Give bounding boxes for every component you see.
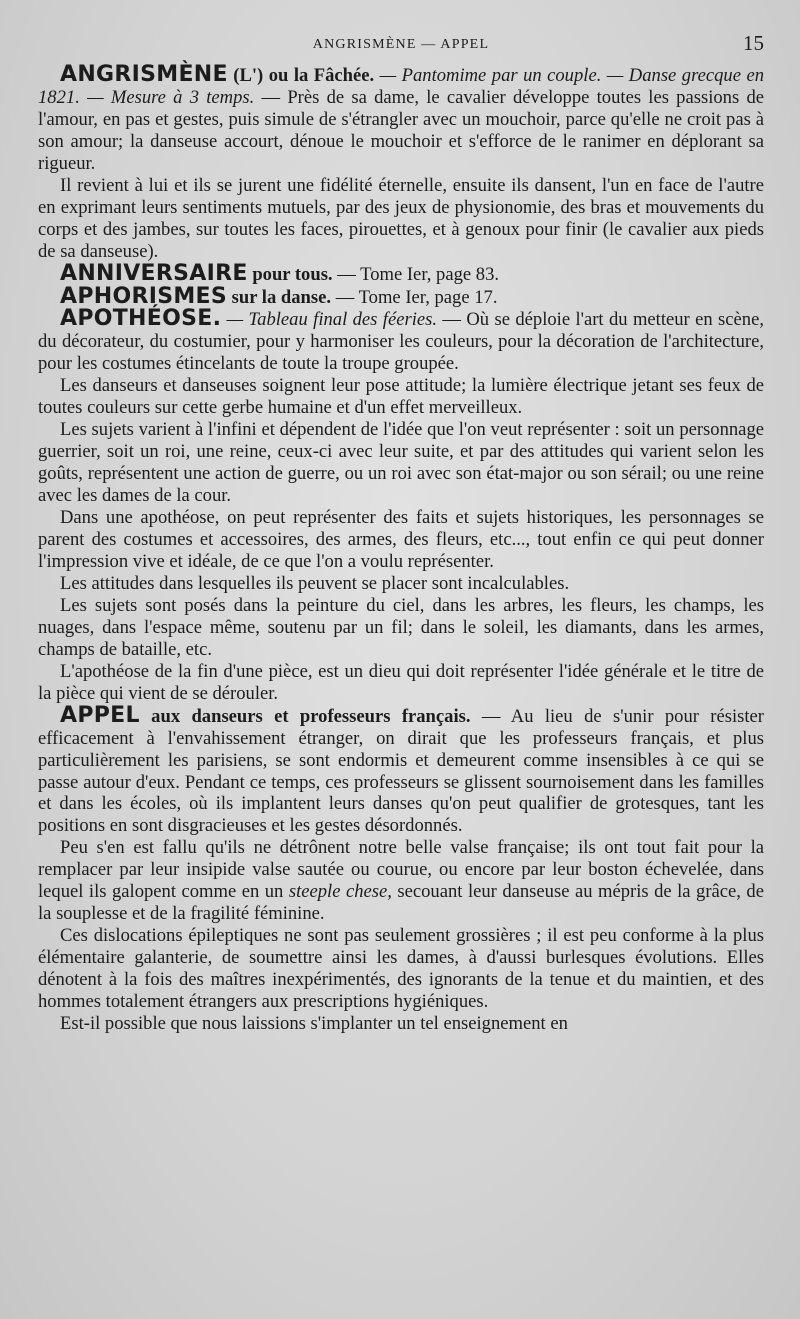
- paragraph: L'apothéose de la fin d'une pièce, est un dieu qui doit représenter l'idée générale et le titre de la pièce qui vient de se dérouler.: [38, 660, 764, 704]
- text-aphorismes: — Tome Ier, page 17.: [331, 286, 498, 308]
- qualifier-aphorismes: sur la danse.: [227, 286, 332, 308]
- paragraph: Est-il possible que nous laissions s'implanter un tel enseignement en: [60, 1012, 568, 1034]
- running-header: [38, 30, 764, 64]
- headword-aphorismes: APHORISMES: [60, 283, 228, 309]
- text-appel-p2b: secouant leur danseuse au mépris de la grâce, de la souplesse et de la fragilité féminine.: [38, 881, 764, 925]
- qualifier-angrismene: (L') ou la Fâchée.: [227, 65, 375, 86]
- headword-appel: APPEL: [60, 702, 140, 728]
- paragraph: Les danseurs et danseuses soignent leur pose attitude; la lumière électrique jetant ses feux de toutes couleurs sur cette gerbe humaine et d'un effet merveilleux.: [38, 375, 764, 419]
- paragraph: [38, 837, 764, 925]
- text-appel: — Au lieu de s'unir pour résister efficacement à l'envahissement étranger, on dirait que les professeurs français, et plus particulièrement les parisiens, se sont endormis et demeurent comme insensibles à ce qui se passe autour d'eux. Pendant ce temps, ces professeurs se glissent sournoisement dans les familles et dans les écoles, où ils implantent leurs danses qu'on peut qualifier de grotesques, tant les positions en sont disgracieuses et les gestes désordonnés.: [38, 705, 764, 837]
- text-appel-p2-italic: steeple chese,: [288, 881, 392, 903]
- entry-angrismene: [38, 64, 764, 175]
- paragraph: Ces dislocations épileptiques ne sont pas seulement grossières ; il est peu conforme à la plus élémentaire galanterie, de soumettre ainsi les dames, à d'aussi burlesques évolutions. Elles dénotent à la fois des maîtres inexpérimentés, des ignorants de la tenue et du maintien, et des hommes totalement étrangers aux prescriptions hygiéniques.: [38, 925, 764, 1013]
- page-number: 15: [743, 31, 764, 55]
- text-anniversaire: — Tome Ier, page 83.: [332, 263, 500, 285]
- headword-apotheose: APOTHÉOSE.: [60, 306, 222, 332]
- text-apotheose: — Où se déploie l'art du metteur en scène, du décorateur, du costumier, pour y harmoniser les couleurs, pour la décoration de l'architecture, pour les costumes étincelants de toute la troupe groupée.: [38, 309, 764, 375]
- paragraph: Les sujets sont posés dans la peinture du ciel, dans les arbres, les fleurs, les champs, les nuages, dans l'espace même, soutenu par un fil; dans le soleil, les diamants, dans les armes, champs de bataille, etc.: [38, 594, 764, 660]
- paragraph: Les attitudes dans lesquelles ils peuvent se placer sont incalculables.: [60, 572, 570, 594]
- paragraph: Il revient à lui et ils se jurent une fidélité éternelle, ensuite ils dansent, l'un en face de l'autre en exprimant leurs sentiments mutuels, par des jeux de physionomie, des bras et mouvements du corps et des jambes, sur toutes les faces, pirouettes, et à genoux pour finir (le cavalier aux pieds de sa danseuse).: [38, 174, 764, 262]
- running-title: ANGRISMÈNE — APPEL: [312, 37, 490, 52]
- entry-anniversaire: [38, 260, 764, 286]
- qualifier-anniversaire: pour tous.: [247, 263, 333, 285]
- text-appel-p2a: Peu s'en est fallu qu'ils ne détrônent notre belle valse française; ils ont tout fait pour la remplacer par leur insipide valse sautée ou courue, ou encore par leur boston échevelée, dans lequel ils galopent comme en un: [38, 837, 764, 903]
- text-angrismene: — Près de sa dame, le cavalier développe toutes les passions de l'amour, en pas et gestes, puis simule de s'étrangler avec un mouchoir, parce qu'elle ne croit pas à son amour; la danseuse accourt, dénoue le mouchoir et s'efforce de le ranimer en déplorant sa rigueur.: [38, 86, 764, 174]
- paragraph: Dans une apothéose, on peut représenter des faits et sujets historiques, les personnages se parent des costumes et accessoires, des armes, des fleurs, etc..., tout enfin ce qui peut donner l'impression vive et idéale, de ce que l'on a voulu représenter.: [38, 507, 764, 572]
- qualifier-appel: aux danseurs et professeurs français.: [139, 705, 471, 727]
- headword-anniversaire: ANNIVERSAIRE: [60, 260, 248, 286]
- subtitle-angrismene: — Pantomime par un couple. — Danse grecque en 1821. — Mesure à 3 temps.: [38, 65, 764, 108]
- entry-appel: [38, 702, 764, 838]
- page-body: [38, 64, 764, 1035]
- headword-angrismene: ANGRISMÈNE: [60, 62, 228, 87]
- paragraph: Les sujets varient à l'infini et dépendent de l'idée que l'on veut représenter : soit un personnage guerrier, soit un roi, une reine, ceux-ci avec leur suite, et par des attitudes qui varient selon les goûts, représentent une action de guerre, ou un roi avec son état-major ou son sérail; ou une reine avec les dames de la cour.: [38, 419, 764, 507]
- subtitle-apotheose: — Tableau final des féeries.: [221, 309, 438, 331]
- entry-apotheose: [38, 308, 764, 375]
